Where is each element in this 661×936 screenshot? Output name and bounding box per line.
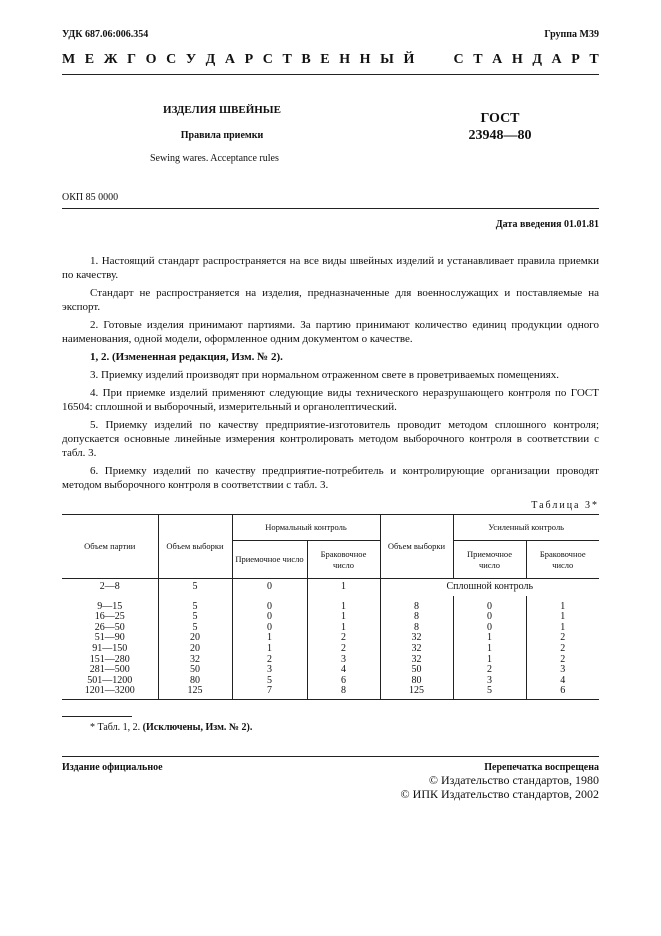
banner-letter: Т [473,52,483,67]
cell-sample: 50 [158,665,232,676]
copyright-1980: © Издательство стандартов, 1980 [428,773,599,787]
table-caption: Таблица 3* [531,500,599,511]
gost-number: 23948—80 [468,128,532,143]
body-text [62,254,599,496]
cell-reject: 1 [307,612,380,623]
cell-lot: 51—90 [62,633,158,644]
banner-letter: Г [127,52,137,67]
document-subtitle: Правила приемки [180,130,264,141]
banner-letter: Н [359,52,371,67]
footer-rule [62,756,599,757]
cell-reject: 6 [307,676,380,687]
cell-lot: 1201—3200 [62,686,158,699]
header-acceptance-number-tightened: Приемочное число [453,541,526,579]
banner-letter: Н [511,52,523,67]
cell-reject-tightened: 2 [526,644,599,655]
cell-accept: 3 [232,665,307,676]
table-row [62,665,599,676]
cell-lot: 281—500 [62,665,158,676]
cell-sample: 5 [158,596,232,613]
cell-reject-tightened: 1 [526,612,599,623]
banner-rule [62,74,599,75]
introduction-date: Дата введения 01.01.81 [495,219,599,230]
cell-accept: 0 [232,579,307,596]
cell-accept: 0 [232,612,307,623]
cell-full-control-note: Сплошной контроль [380,579,599,596]
cell-reject: 2 [307,644,380,655]
cell-sample: 5 [158,579,232,596]
banner-letter: Р [244,52,254,67]
cell-accept-tightened: 1 [453,644,526,655]
reprint-notice: Перепечатка воспрещена [484,762,599,773]
cell-accept-tightened: 2 [453,665,526,676]
banner-letter: Е [320,52,330,67]
banner-letter: А [492,52,503,67]
cell-sample: 5 [158,623,232,634]
cell-sample-tightened: 8 [380,596,453,613]
cell-lot: 2—8 [62,579,158,596]
cell-accept: 5 [232,676,307,687]
banner-letter: В [301,52,311,67]
banner-letter: О [145,52,157,67]
banner-letter: Н [339,52,351,67]
paragraph-3: 3. Приемку изделий производят при нормальном отраженном свете в проветриваемых помещениях. [90,368,559,381]
cell-reject-tightened: 2 [526,633,599,644]
header-sample-size: Объем выборки [158,515,232,579]
header-tightened-control: Усиленный контроль [453,515,599,541]
cell-sample: 20 [158,644,232,655]
cell-lot: 91—150 [62,644,158,655]
table-row [62,644,599,655]
cell-accept-tightened: 0 [453,596,526,613]
footnote-text: * Табл. 1, 2. [90,722,143,733]
cell-reject: 1 [307,579,380,596]
paragraph-1-note: Стандарт не распространяется на изделия, предназначенные для военнослужащих и поставляемые на экспорт. [62,287,599,314]
paragraph-4: 4. При приемке изделий применяют следующие виды технического неразрушающего контроля по ГОСТ 16504: сплошной и выборочный, измерительный и органолептический. [62,386,599,413]
banner-letter: Е [84,52,95,67]
cell-accept: 7 [232,686,307,699]
banner-gap [424,52,444,68]
cell-reject-tightened: 1 [526,596,599,613]
paragraph-1: 1. Настоящий стандарт распространяется на все виды швейных изделий и устанавливает правила приемки по качеству. [62,255,599,282]
cell-sample: 32 [158,655,232,666]
cell-accept-tightened: 0 [453,612,526,623]
paragraph-6: 6. Приемку изделий по качеству предприятие-потребитель и контролирующие организации проводят методом выборочного контроля в соответствии с табл. 3. [62,464,599,491]
banner-letter: Д [532,52,542,67]
table-row [62,579,599,596]
cell-accept: 1 [232,644,307,655]
cell-accept: 2 [232,655,307,666]
copyright-2002: © ИПК Издательство стандартов, 2002 [400,787,599,801]
cell-sample-tightened: 32 [380,644,453,655]
cell-sample: 125 [158,686,232,699]
cell-accept: 0 [232,623,307,634]
cell-accept: 0 [232,596,307,613]
banner-letter: Ж [103,52,118,67]
cell-accept-tightened: 3 [453,676,526,687]
table-row [62,655,599,666]
banner-letter: Т [589,52,599,67]
cell-accept-tightened: 1 [453,655,526,666]
cell-sample-tightened: 125 [380,686,453,699]
header-normal-control: Нормальный контроль [232,515,380,541]
table-row [62,612,599,623]
header-rejection-number: Браковочное число [307,541,380,579]
header-sample-size-tightened: Объем выборки [380,515,453,579]
header-lot-size: Объем партии [62,515,158,579]
cell-sample: 5 [158,612,232,623]
cell-accept-tightened: 0 [453,623,526,634]
cell-sample-tightened: 8 [380,623,453,634]
okp-code: ОКП 85 0000 [62,192,119,203]
cell-reject: 3 [307,655,380,666]
cell-accept: 1 [232,633,307,644]
header-rejection-number-tightened: Браковочное число [526,541,599,579]
cell-reject: 1 [307,623,380,634]
edition-label: Издание официальное [62,762,163,773]
footnote-amendment: (Исключены, Изм. № 2). [142,722,253,733]
cell-reject-tightened: 1 [526,623,599,634]
cell-reject: 8 [307,686,380,699]
cell-lot: 501—1200 [62,676,158,687]
gost-label: ГОСТ [480,111,520,126]
cell-lot: 16—25 [62,612,158,623]
sampling-table [62,514,599,700]
cell-reject-tightened: 6 [526,686,599,699]
cell-accept-tightened: 5 [453,686,526,699]
cell-sample: 20 [158,633,232,644]
banner-letter: С [453,52,464,67]
english-title: Sewing wares. Acceptance rules [150,153,279,164]
cell-accept-tightened: 1 [453,633,526,644]
standard-banner [62,52,599,68]
cell-sample-tightened: 32 [380,655,453,666]
paragraph-5: 5. Приемку изделий по качеству предприятие-изготовитель проводит методом сплошного контроля; допускается основные линейные измерения контролировать методом выборочного контроля в соответствии с табл. 3. [62,418,599,459]
table-row [62,623,599,634]
banner-letter: С [166,52,177,67]
banner-letter: Д [205,52,216,67]
footnote [90,722,252,733]
cell-reject-tightened: 2 [526,655,599,666]
banner-letter: Р [571,52,580,67]
cell-lot: 9—15 [62,596,158,613]
cell-sample-tightened: 50 [380,665,453,676]
cell-reject: 4 [307,665,380,676]
table-row [62,676,599,687]
cell-sample: 80 [158,676,232,687]
banner-letter: С [262,52,273,67]
amendment-note: 1, 2. (Измененная редакция, Изм. № 2). [90,351,283,363]
header-acceptance-number: Приемочное число [232,541,307,579]
cell-reject-tightened: 3 [526,665,599,676]
banner-letter: А [551,52,562,67]
okp-rule [62,208,599,209]
banner-letter: А [224,52,236,67]
document-title: ИЗДЕЛИЯ ШВЕЙНЫЕ [163,104,281,116]
cell-sample-tightened: 32 [380,633,453,644]
cell-lot: 151—280 [62,655,158,666]
banner-letter: М [62,52,76,67]
banner-letter: Ы [380,52,394,67]
banner-letter: У [185,52,197,67]
cell-sample-tightened: 8 [380,612,453,623]
paragraph-2: 2. Готовые изделия принимают партиями. За партию принимают количество единиц продукции одного наименования, одной модели, оформленное одним документом о качестве. [62,319,599,346]
group-code: Группа М39 [544,29,599,40]
table-row [62,686,599,699]
udk-code: УДК 687.06:006.354 [62,29,149,40]
gost-designation [440,110,560,144]
table-row [62,633,599,644]
footnote-rule [62,716,132,717]
table-row [62,596,599,613]
cell-sample-tightened: 80 [380,676,453,687]
cell-reject-tightened: 4 [526,676,599,687]
cell-reject: 1 [307,596,380,613]
banner-letter: Й [403,52,415,67]
banner-letter: Т [282,52,292,67]
cell-lot: 26—50 [62,623,158,634]
cell-reject: 2 [307,633,380,644]
